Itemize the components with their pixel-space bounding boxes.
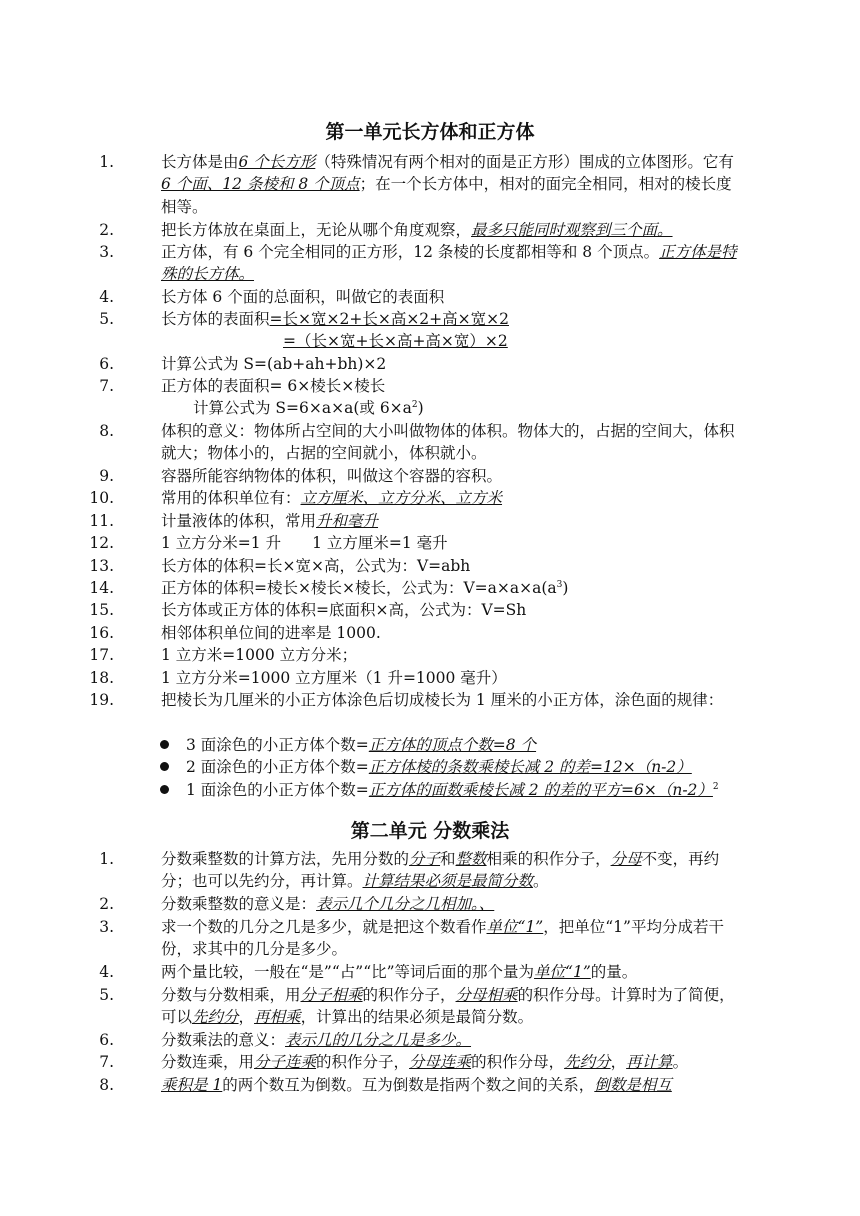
item-text: 正方体，有 6 个完全相同的正方形，12 条棱的长度都相等和 8 个顶点。正方体是特殊的长方体。 — [161, 243, 737, 284]
item-number: 16. — [89, 624, 114, 642]
list-item — [99, 1051, 740, 1073]
item-number: 11. — [89, 512, 114, 530]
unit1-title: 第一单元长方体和正方体 — [325, 121, 535, 143]
list-item — [89, 644, 740, 666]
item-number: 6. — [99, 355, 114, 373]
list-item — [99, 420, 740, 465]
item-number: 6. — [99, 1031, 114, 1049]
item-text: 长方体的表面积=长×宽×2+长×高×2+高×宽×2 — [161, 310, 509, 328]
list-item — [99, 286, 740, 308]
bullet-dot-icon — [160, 785, 169, 794]
list-item — [99, 151, 740, 218]
list-item — [99, 1029, 740, 1051]
list-item — [89, 577, 740, 599]
list-item — [99, 916, 740, 961]
item5-continuation: =（长×宽+长×高+高×宽）×2 — [283, 332, 508, 350]
list-item — [89, 622, 740, 644]
item-number: 14. — [89, 579, 114, 597]
item-number: 3. — [99, 918, 114, 936]
item-text: 分数乘整数的计算方法，先用分数的分子和整数相乘的积作分子，分母不变，再约分；也可以先约分，再计算。计算结果必须是最简分数。 — [161, 850, 720, 891]
item-number: 4. — [99, 963, 114, 981]
item-text: 把棱长为几厘米的小正方体涂色后切成棱长为 1 厘米的小正方体，涂色面的规律： — [161, 691, 724, 709]
item-number: 8. — [99, 422, 114, 440]
item-text: 把长方体放在桌面上，无论从哪个角度观察，最多只能同时观察到三个面。 — [161, 221, 673, 239]
item-text: 1 立方米=1000 立方分米； — [161, 646, 358, 664]
item-number: 7. — [99, 377, 114, 395]
item-number: 3. — [99, 243, 114, 261]
item-number: 17. — [89, 646, 114, 664]
list-item — [99, 353, 740, 375]
item-text: 长方体 6 个面的总面积，叫做它的表面积 — [161, 288, 445, 306]
item-number: 10. — [89, 489, 114, 507]
list-item — [99, 893, 740, 915]
list-item — [99, 984, 740, 1029]
list-item — [89, 689, 740, 711]
bullet-dot-icon — [160, 740, 169, 749]
item-number: 1. — [99, 153, 114, 171]
item-text: 计量液体的体积，常用升和毫升 — [161, 512, 379, 530]
item-number: 2. — [99, 895, 114, 913]
list-item — [89, 599, 740, 621]
item-text: 1 立方分米=1000 立方厘米（1 升=1000 毫升） — [161, 669, 507, 687]
item-text: 分数连乘，用分子连乘的积作分子，分母连乘的积作分母，先约分，再计算。 — [161, 1053, 689, 1071]
item-text: 正方体的体积=棱长×棱长×棱长，公式为：$V=a\times a\times a(a^3)$ — [161, 579, 569, 597]
item-number: 15. — [89, 601, 114, 619]
list-item — [99, 848, 740, 893]
item-text: 体积的意义：物体所占空间的大小叫做物体的体积。物体大的，占据的空间大，体积就大；物体小的，占据的空间就小，体积就小。 — [161, 422, 735, 463]
bullet-dot-icon — [160, 762, 169, 771]
bullet-item: 1 面涂色的小正方体个数=正方体的面数乘棱长减 2 的差的平方$=6\times(n-2)^2$ — [160, 779, 719, 801]
item-number: 7. — [99, 1053, 114, 1071]
item-number: 8. — [99, 1076, 114, 1094]
item-text: 1 立方分米=1 升 1 立方厘米=1 毫升 — [161, 534, 448, 552]
list-item — [89, 555, 740, 577]
list-item — [99, 1074, 740, 1096]
list-item — [99, 961, 740, 983]
item7-continuation: 计算公式为 S=6×a×a(或 $6\times a^2$) — [193, 399, 424, 417]
item-number: 13. — [89, 557, 114, 575]
item-number: 1. — [99, 850, 114, 868]
item-text: 分数乘法的意义：表示几的几分之几是多少。 — [161, 1031, 472, 1049]
item-text: 分数与分数相乘，用分子相乘的积作分子，分母相乘的积作分母。计算时为了简便，可以先约分，再相乘，计算出的结果必须是最简分数。 — [161, 986, 735, 1027]
item-number: 9. — [99, 467, 114, 485]
item-text: 容器所能容纳物体的体积，叫做这个容器的容积。 — [161, 467, 503, 485]
item-text: 相邻体积单位间的进率是 1000. — [161, 624, 381, 642]
item-text: 常用的体积单位有：立方厘米、立方分米、立方米 — [161, 489, 503, 507]
item-number: 5. — [99, 986, 114, 1004]
item-number: 5. — [99, 310, 114, 328]
item-number: 4. — [99, 288, 114, 306]
item-text: 两个量比较，一般在“是”“占”“比”等词后面的那个量为单位“1”的量。 — [161, 963, 638, 981]
list-item — [99, 375, 740, 397]
item-number: 2. — [99, 221, 114, 239]
list-item — [89, 487, 740, 509]
list-item — [99, 241, 740, 286]
item-text: 长方体或正方体的体积=底面积×高，公式为：V=Sh — [161, 601, 527, 619]
list-item — [89, 532, 740, 554]
item-text: 分数乘整数的意义是：表示几个几分之几相加。、 — [161, 895, 495, 913]
item-number: 18. — [89, 669, 114, 687]
item-number: 12. — [89, 534, 114, 552]
item-text: 长方体是由6 个长方形（特殊情况有两个相对的面是正方形）围成的立体图形。它有6 个面、12 条棱和 8 个顶点；在一个长方体中，相对的面完全相同，相对的棱长度相等。 — [161, 153, 734, 216]
unit2-title: 第二单元 分数乘法 — [350, 820, 510, 842]
list-item — [99, 308, 740, 330]
item-text: 计算公式为 S=(ab+ah+bh)×2 — [161, 355, 387, 373]
bullet-item: 2 面涂色的小正方体个数=正方体棱的条数乘棱长减 2 的差=12×（n-2） — [160, 756, 692, 778]
bullet-item: 3 面涂色的小正方体个数=正方体的顶点个数=8 个 — [160, 734, 536, 756]
item-number: 19. — [89, 691, 114, 709]
list-item — [99, 219, 740, 241]
item-text: 求一个数的几分之几是多少，就是把这个数看作单位“1”，把单位“1”平均分成若干份，求其中的几分是多少。 — [161, 918, 724, 959]
list-item — [99, 465, 740, 487]
item-text: 正方体的表面积= 6×棱长×棱长 — [161, 377, 386, 395]
item-text: 长方体的体积=长×宽×高，公式为：V=abh — [161, 557, 471, 575]
item-text: 乘积是 1的两个数互为倒数。互为倒数是指两个数之间的关系，倒数是相互 — [161, 1076, 672, 1094]
list-item — [89, 510, 740, 532]
list-item — [89, 667, 740, 689]
